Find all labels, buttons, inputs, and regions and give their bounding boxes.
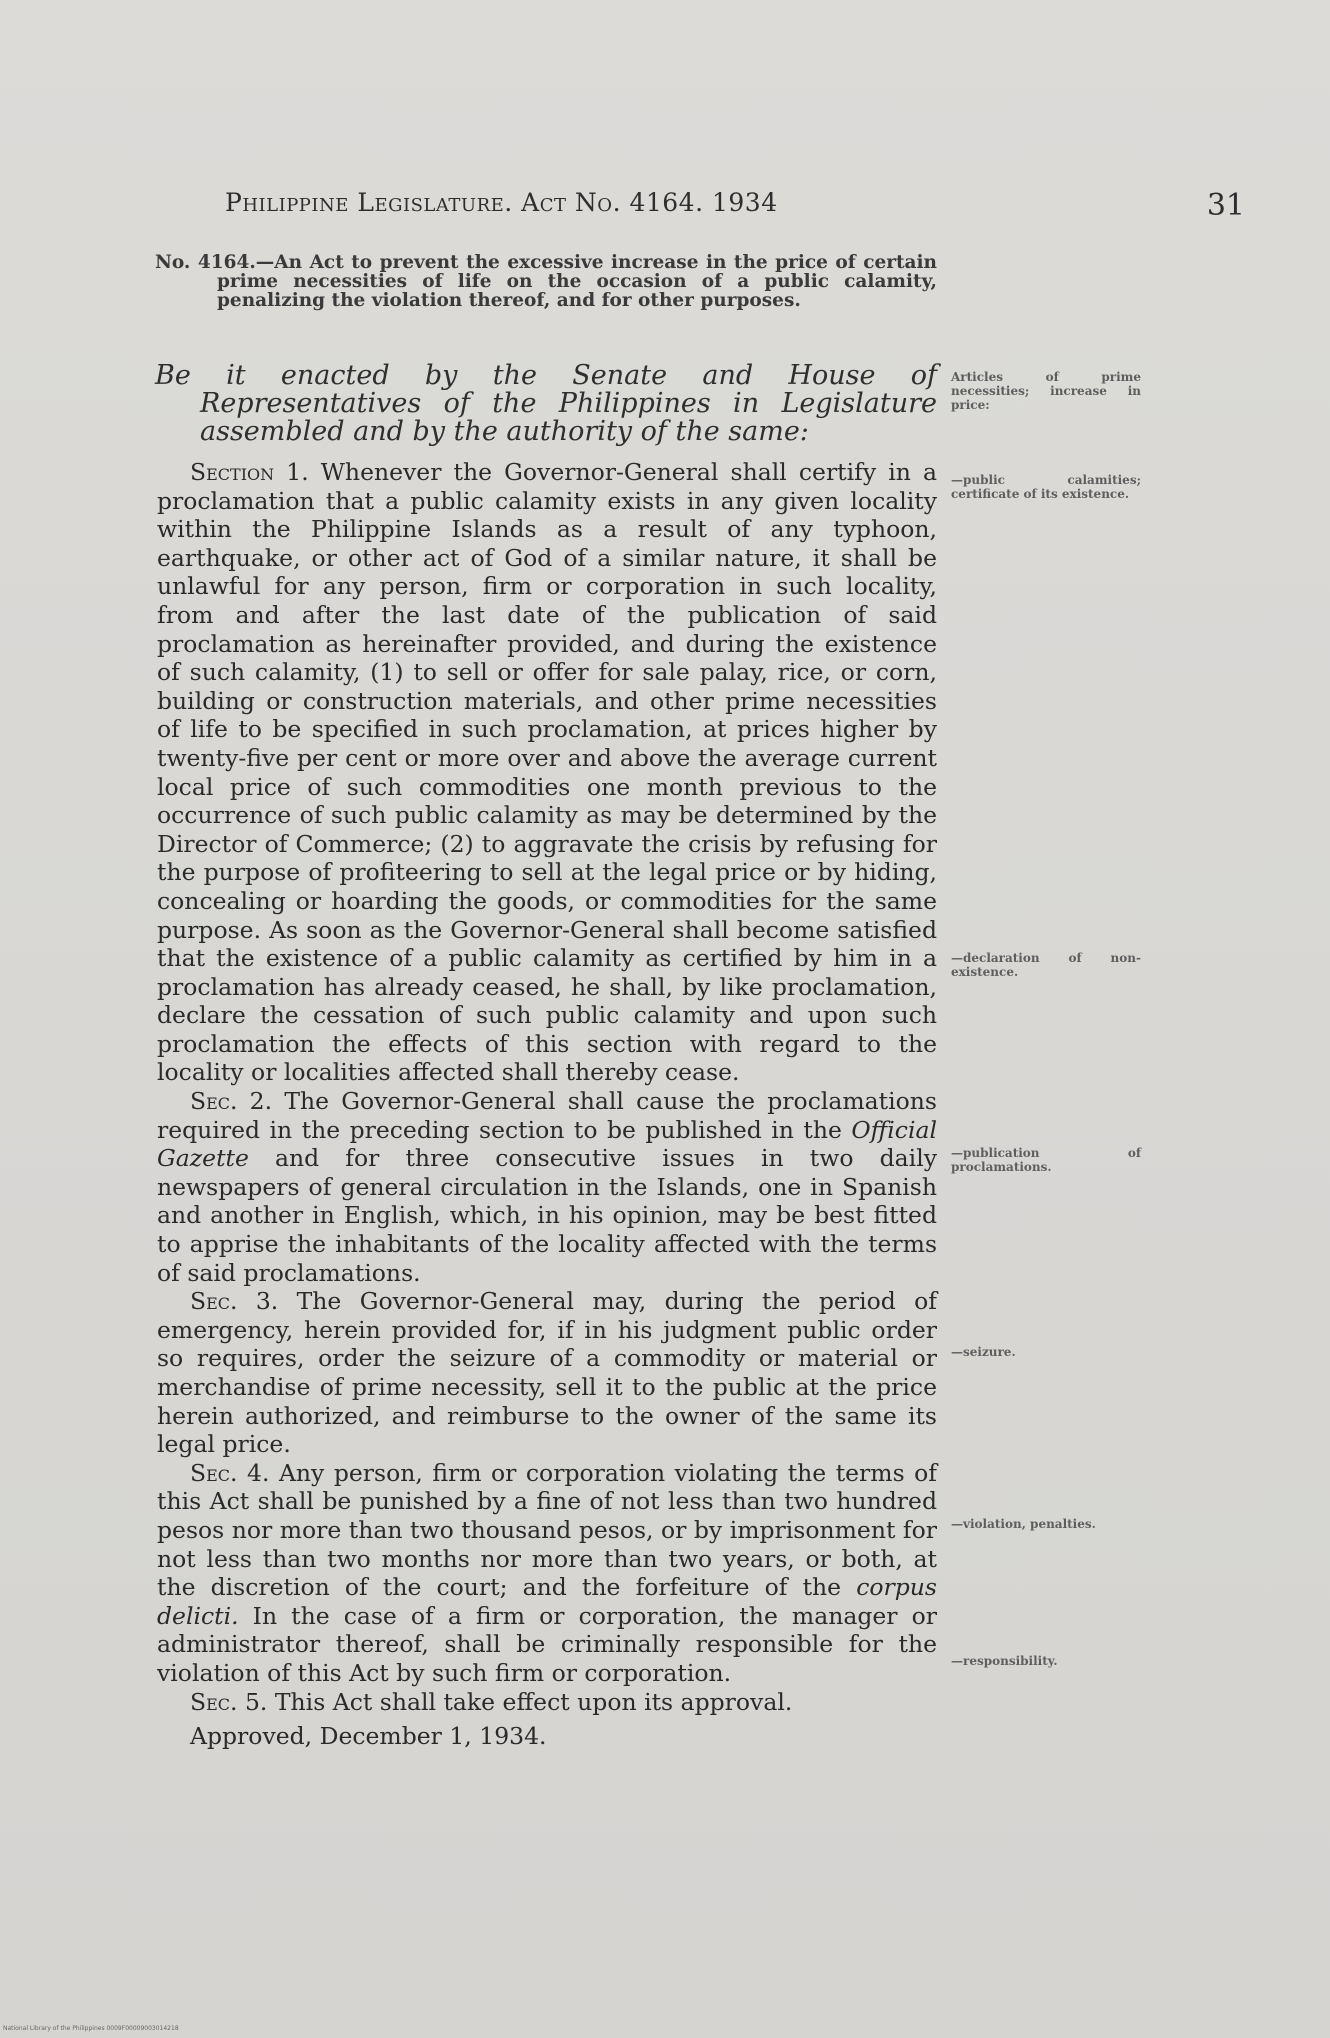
footer-credit: National Library of the Philippines 0009F00009003014218 — [3, 2025, 179, 2032]
sidenote-publication: —publication of proclamations. — [951, 1146, 1141, 1174]
section-2-label: Sec. 2. — [190, 1087, 273, 1116]
approval-date: Approved, December 1, 1934. — [190, 1722, 547, 1751]
section-4-italic: corpus delicti. — [157, 1573, 937, 1630]
sidenote-violation: —violation, penalties. — [951, 1517, 1096, 1531]
section-1 — [157, 458, 937, 1087]
enacting-clause: Be it enacted by the Senate and House of Representatives of the Philippines in Legislature assembled and by the authority of the same: — [155, 360, 937, 447]
section-5 — [157, 1688, 937, 1717]
section-4-label: Sec. 4. — [190, 1458, 270, 1487]
page-number: 31 — [1206, 188, 1245, 223]
section-2-italic: Official Gazette — [157, 1115, 937, 1173]
section-2-text-after: and for three consecutive issues in two daily newspapers of general circulation in the Islands, one in Spanish and another in English, which, in his opinion, may be best fitted to apprise the inhabitants of the locality affected with the terms of said proclamations. — [157, 1144, 937, 1287]
section-4-text-after: In the case of a firm or corporation, the manager or administrator thereof, shall be criminally responsible for the violation of this Act by such firm or corporation. — [157, 1601, 937, 1687]
section-4 — [157, 1459, 937, 1688]
section-1-text: Whenever the Governor-General shall certify in a proclamation that a public calamity exists in any given locality within the Philippine Islands as a result of any typhoon, earthquake, or other act of God of a similar nature, it shall be unlawful for any person, firm or corporation in such locality, from and after the last date of the publication of said proclamation as hereinafter provided, and during the existence of such calamity, (1) to sell or offer for sale palay, rice, or corn, building or construction materials, and other prime necessities of life to be specified in such proclamation, at prices higher by twenty-five per cent or more over and above the average current local price of such commodities one month previous to the occurrence of such public calamity as may be determined by the Director of Commerce; (2) to aggravate the crisis by refusing for the purpose of profiteering to sell at the legal price or by hiding, concealing or hoarding the goods, or commodities for the same purpose. As soon as the Governor-General shall become satisfied that the existence of a public calamity as certified by him in a proclamation has already ceased, he shall, by like proclamation, declare the cessation of such public calamity and upon such proclamation the effects of this section with regard to the locality or localities affected shall thereby cease. — [157, 458, 937, 1087]
section-5-label: Sec. 5. — [190, 1687, 268, 1716]
act-title: No. 4164.—An Act to prevent the excessive increase in the price of certain prime necessities of life on the occasion of a public calamity, penalizing the violation thereof, and for other purposes. — [155, 252, 937, 311]
section-1-label: Section 1. — [190, 458, 309, 486]
section-3 — [157, 1287, 937, 1459]
page-header — [225, 188, 1245, 228]
section-2 — [157, 1087, 937, 1287]
sidenote-seizure: —seizure. — [951, 1345, 1016, 1359]
running-head: Philippine Legislature. Act No. 4164. 1934 — [225, 188, 778, 217]
section-5-text: This Act shall take effect upon its approval. — [274, 1687, 793, 1716]
section-2-text-before: The Governor-General shall cause the proclamations required in the preceding section to be published in the — [157, 1087, 937, 1144]
sidenote-declaration: —declaration of non-existence. — [951, 951, 1141, 979]
section-3-label: Sec. 3. — [190, 1287, 279, 1316]
sidenote-responsibility: —responsibility. — [951, 1654, 1058, 1668]
sidenote-articles: Articles of prime necessities; increase in price: — [951, 370, 1141, 412]
section-3-text: The Governor-General may, during the period of emergency, herein provided for, if in his judgment public order so requires, order the seizure of a commodity or material or merchandise of prime necessity, sell it to the public at the price herein authorized, and reimburse to the owner of the same its legal price. — [157, 1287, 937, 1459]
act-body — [157, 458, 937, 1751]
section-4-text-before: Any person, firm or corporation violating the terms of this Act shall be punished by a fine of not less than two hundred pesos nor more than two thousand pesos, or by imprisonment for not less than two months nor more than two years, or both, at the discretion of the court; and the forfeiture of the — [157, 1458, 937, 1602]
sidenote-calamities: —public calamities; certificate of its existence. — [951, 473, 1141, 501]
